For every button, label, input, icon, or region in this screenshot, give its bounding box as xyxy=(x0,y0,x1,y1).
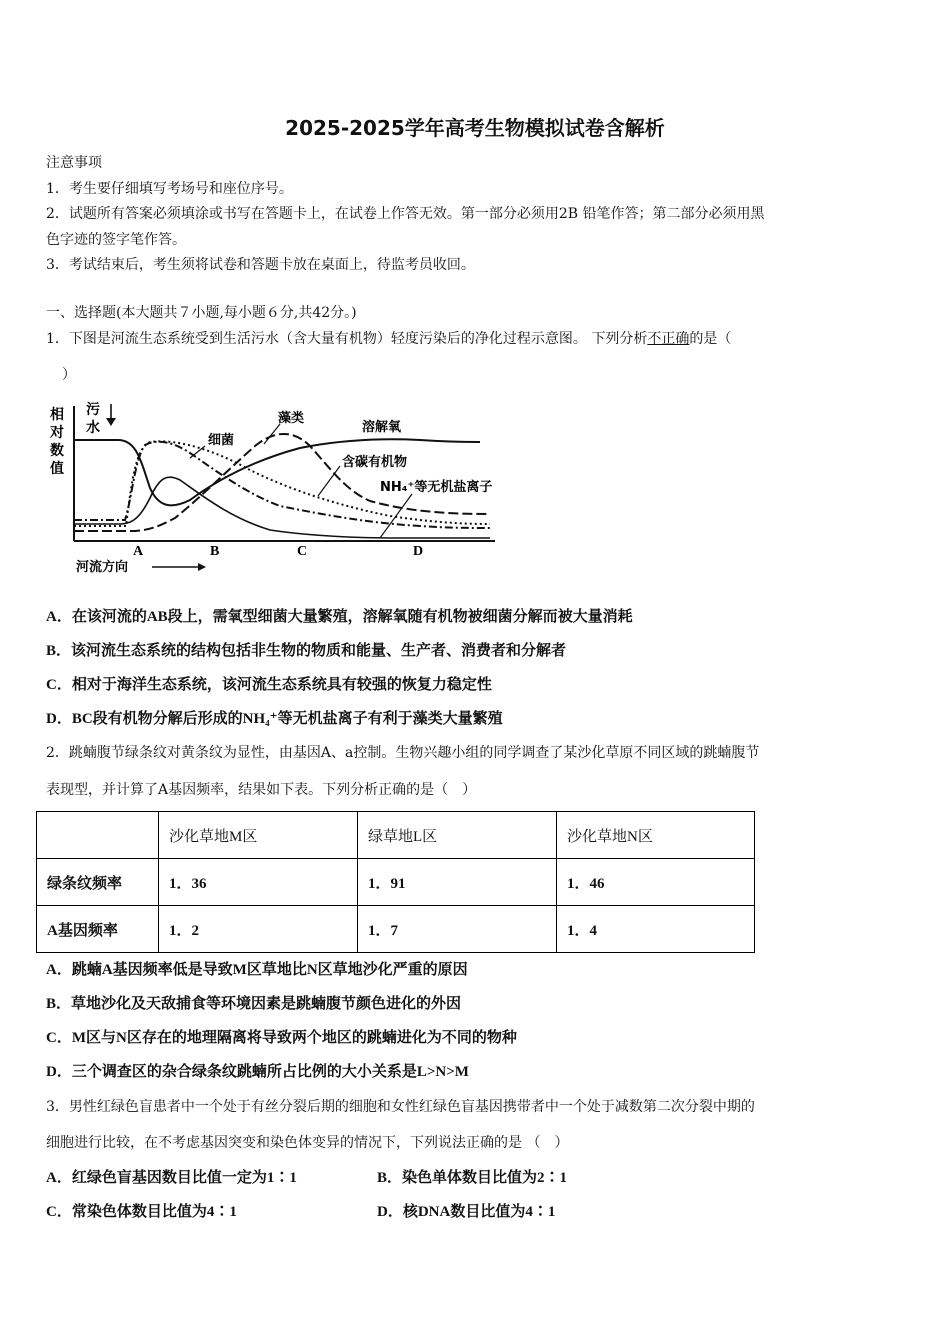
table-cell: 1．7 xyxy=(358,906,557,953)
point-label-b: B xyxy=(210,544,220,559)
inflow-label-char: 水 xyxy=(86,420,100,436)
q3-stem-line1: 3．男性红绿色盲患者中一个处于有丝分裂后期的细胞和女性红绿色盲基因携带者中一个处于减数第二次分裂中期的 xyxy=(46,1099,755,1115)
section-heading: 一、选择题(本大题共７小题,每小题６分,共42分。) xyxy=(46,305,357,321)
q1-stem-underline: 不正确 xyxy=(647,331,690,347)
q3-option-a: A．红绿色盲基因数目比值一定为1∶1 xyxy=(46,1170,297,1186)
point-label-d: D xyxy=(413,544,424,559)
notice-heading: 注意事项 xyxy=(46,155,102,171)
q3-option-b: B．染色单体数目比值为2∶1 xyxy=(377,1170,568,1186)
table-row-label: 绿条纹频率 xyxy=(37,859,159,906)
table-cell: 1．46 xyxy=(557,859,755,906)
table-cell: 1．4 xyxy=(557,906,755,953)
table-row-label: A基因频率 xyxy=(37,906,159,953)
table-cell: 1．36 xyxy=(159,859,358,906)
oxygen-label: 溶解氧 xyxy=(362,420,402,435)
table-cell: 1．2 xyxy=(159,906,358,953)
table-header-row xyxy=(37,812,755,859)
inflow-arrowhead-icon xyxy=(106,418,116,426)
q2-option-b: B．草地沙化及天敌捕食等环境因素是跳蝻腹节颜色进化的外因 xyxy=(46,996,462,1012)
ion-label: NH₄⁺等无机盐离子 xyxy=(380,480,493,495)
point-label-a: A xyxy=(133,544,144,559)
q1-option-d: D．BC段有机物分解后形成的NH₄⁺等无机盐离子有利于藻类大量繁殖 xyxy=(46,711,503,727)
gene-frequency-table xyxy=(36,811,755,953)
table-row xyxy=(37,859,755,906)
notice-item: 3．考试结束后，考生须将试卷和答题卡放在桌面上，待监考员收回。 xyxy=(46,257,475,273)
notice-item: 2．试题所有答案必须填涂或书写在答题卡上，在试卷上作答无效。第一部分必须用2B 铅笔作答；第二部分必须用黑 xyxy=(46,206,765,222)
algae-label: 藻类 xyxy=(278,411,305,426)
table-cell: 1．91 xyxy=(358,859,557,906)
q1-stem xyxy=(46,328,731,348)
table-header-cell: 绿草地L区 xyxy=(358,812,557,859)
page-title: 2025-2025学年高考生物模拟试卷含解析 xyxy=(285,116,665,140)
q1-stem-close: ） xyxy=(62,367,76,383)
q1-option-a: A．在该河流的AB段上，需氧型细菌大量繁殖，溶解氧随有机物被细菌分解而被大量消耗 xyxy=(46,609,633,625)
q1-stem-text: 1．下图是河流生态系统受到生活污水（含大量有机物）轻度污染后的净化过程示意图。 下列分析 xyxy=(46,331,648,347)
inflow-label-char: 污 xyxy=(86,402,100,418)
ion-leader-line xyxy=(380,494,412,538)
organic-leader-line xyxy=(318,466,340,496)
y-label-char: 相 xyxy=(50,407,64,423)
river-purification-diagram xyxy=(40,398,560,578)
q3-option-c: C．常染色体数目比值为4∶1 xyxy=(46,1204,237,1220)
direction-label: 河流方向 xyxy=(76,560,129,575)
algae-leader-line xyxy=(264,424,280,444)
q2-stem-line2: 表现型，并计算了A基因频率，结果如下表。下列分析正确的是（ ） xyxy=(46,782,477,798)
q1-option-b: B．该河流生态系统的结构包括非生物的物质和能量、生产者、消费者和分解者 xyxy=(46,643,567,659)
notice-item: 色字迹的签字笔作答。 xyxy=(46,232,186,248)
table-header-cell: 沙化草地M区 xyxy=(159,812,358,859)
q1-option-c: C．相对于海洋生态系统，该河流生态系统具有较强的恢复力稳定性 xyxy=(46,677,492,693)
bacteria-label: 细菌 xyxy=(208,433,235,448)
y-label-char: 值 xyxy=(50,461,64,477)
q3-stem-line2: 细胞进行比较，在不考虑基因突变和染色体变异的情况下，下列说法正确的是 （ ） xyxy=(46,1135,569,1151)
q1-stem-text-end: 的是（ xyxy=(689,331,732,347)
table-header-cell: 沙化草地N区 xyxy=(557,812,755,859)
point-label-c: C xyxy=(297,544,308,559)
q2-option-a: A．跳蝻A基因频率低是导致M区草地比N区草地沙化严重的原因 xyxy=(46,962,468,978)
table-header-cell xyxy=(37,812,159,859)
notice-item: 1．考生要仔细填写考场号和座位序号。 xyxy=(46,181,293,197)
direction-arrowhead-icon xyxy=(198,563,206,571)
y-label-char: 对 xyxy=(50,425,64,441)
q2-stem-line1: 2．跳蝻腹节绿条纹对黄条纹为显性，由基因A、a控制。生物兴趣小组的同学调查了某沙化草原不同区域的跳蝻腹节 xyxy=(46,745,760,761)
table-row xyxy=(37,906,755,953)
q2-option-c: C．M区与N区存在的地理隔离将导致两个地区的跳蝻进化为不同的物种 xyxy=(46,1030,517,1046)
q3-option-d: D．核DNA数目比值为4∶1 xyxy=(377,1204,556,1220)
q2-option-d: D．三个调查区的杂合绿条纹跳蝻所占比例的大小关系是L>N>M xyxy=(46,1064,469,1080)
y-label-char: 数 xyxy=(50,443,64,459)
bacteria-leader-line xyxy=(190,446,205,458)
organic-label: 含碳有机物 xyxy=(342,455,408,470)
